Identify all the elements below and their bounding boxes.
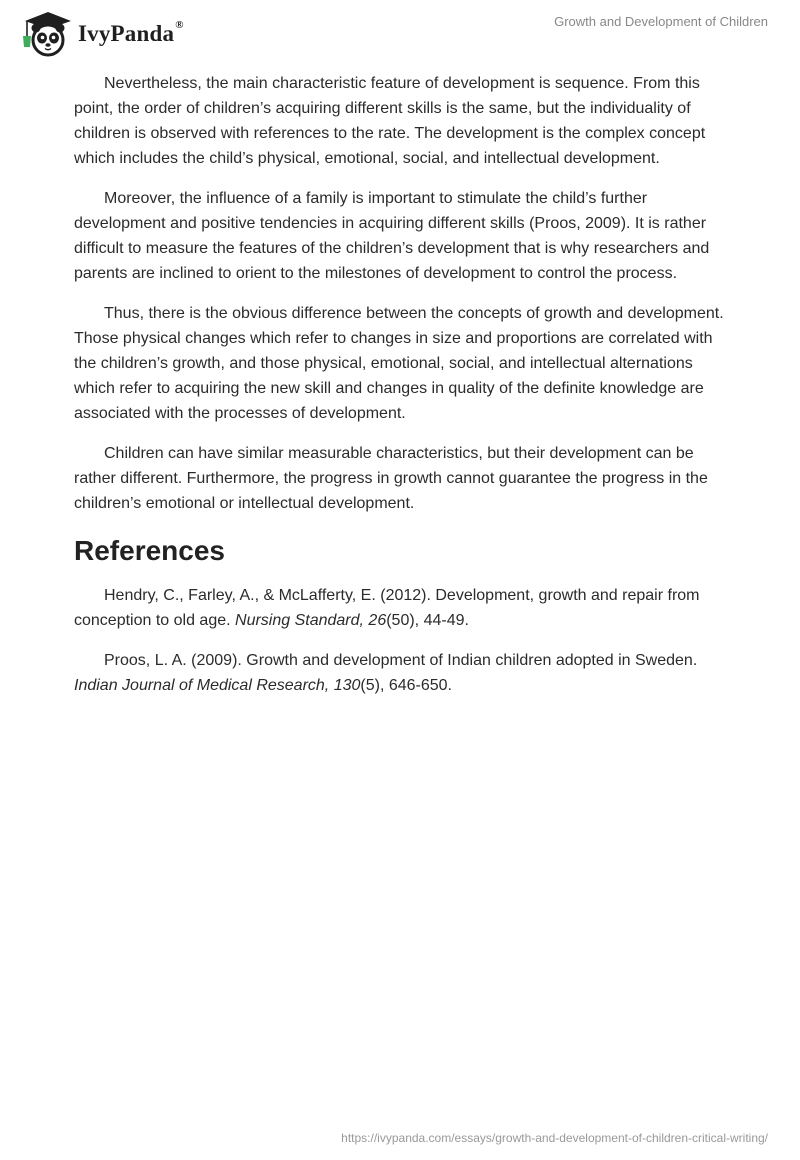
- reference-entry: [74, 648, 730, 698]
- source-url[interactable]: https://ivypanda.com/essays/growth-and-development-of-children-critical-writing/: [341, 1131, 768, 1145]
- reference-text: Hendry, C., Farley, A., & McLafferty, E. (2012). Development, growth and repair from conception to old age.: [74, 587, 700, 629]
- reference-issue-pages: (50), 44-49.: [386, 612, 469, 629]
- reference-entry: [74, 583, 730, 633]
- reference-journal: Indian Journal of Medical Research, 130: [74, 677, 361, 694]
- panda-logo-icon: [16, 9, 74, 57]
- reference-journal: Nursing Standard, 26: [235, 612, 387, 629]
- brand-name: IvyPanda®: [78, 19, 184, 46]
- references-heading: References: [74, 535, 225, 566]
- body-paragraph: Thus, there is the obvious difference between the concepts of growth and development. Those physical changes which refer to changes in size and proportions are correlated with the children’s growth, and those physical, emotional, social, and intellectual alternations which refer to acquiring the new skill and changes in quality of the definite knowledge are associated with the processes of development.: [74, 305, 724, 422]
- body-paragraph: Nevertheless, the main characteristic feature of development is sequence. From this point, the order of children’s acquiring different skills is the same, but the individuality of children is observed with references to the rate. The development is the complex concept which includes the child’s physical, emotional, social, and intellectual development.: [74, 75, 706, 167]
- reference-text: Proos, L. A. (2009). Growth and development of Indian children adopted in Sweden.: [104, 652, 698, 669]
- ivypanda-logo[interactable]: [16, 9, 184, 57]
- essay-content: [74, 71, 730, 713]
- running-title: Growth and Development of Children: [554, 14, 768, 29]
- body-paragraph: Moreover, the influence of a family is important to stimulate the child’s further development and positive tendencies in acquiring different skills (Proos, 2009). It is rather difficult to measure the features of the children’s development that is why researchers and parents are inclined to orient to the milestones of development to control the process.: [74, 190, 710, 282]
- body-paragraph: Children can have similar measurable characteristics, but their development can be rather different. Furthermore, the progress in growth cannot guarantee the progress in the children’s emotional or intellectual development.: [74, 445, 708, 512]
- page-header: [0, 0, 800, 62]
- reference-issue-pages: (5), 646-650.: [360, 677, 452, 694]
